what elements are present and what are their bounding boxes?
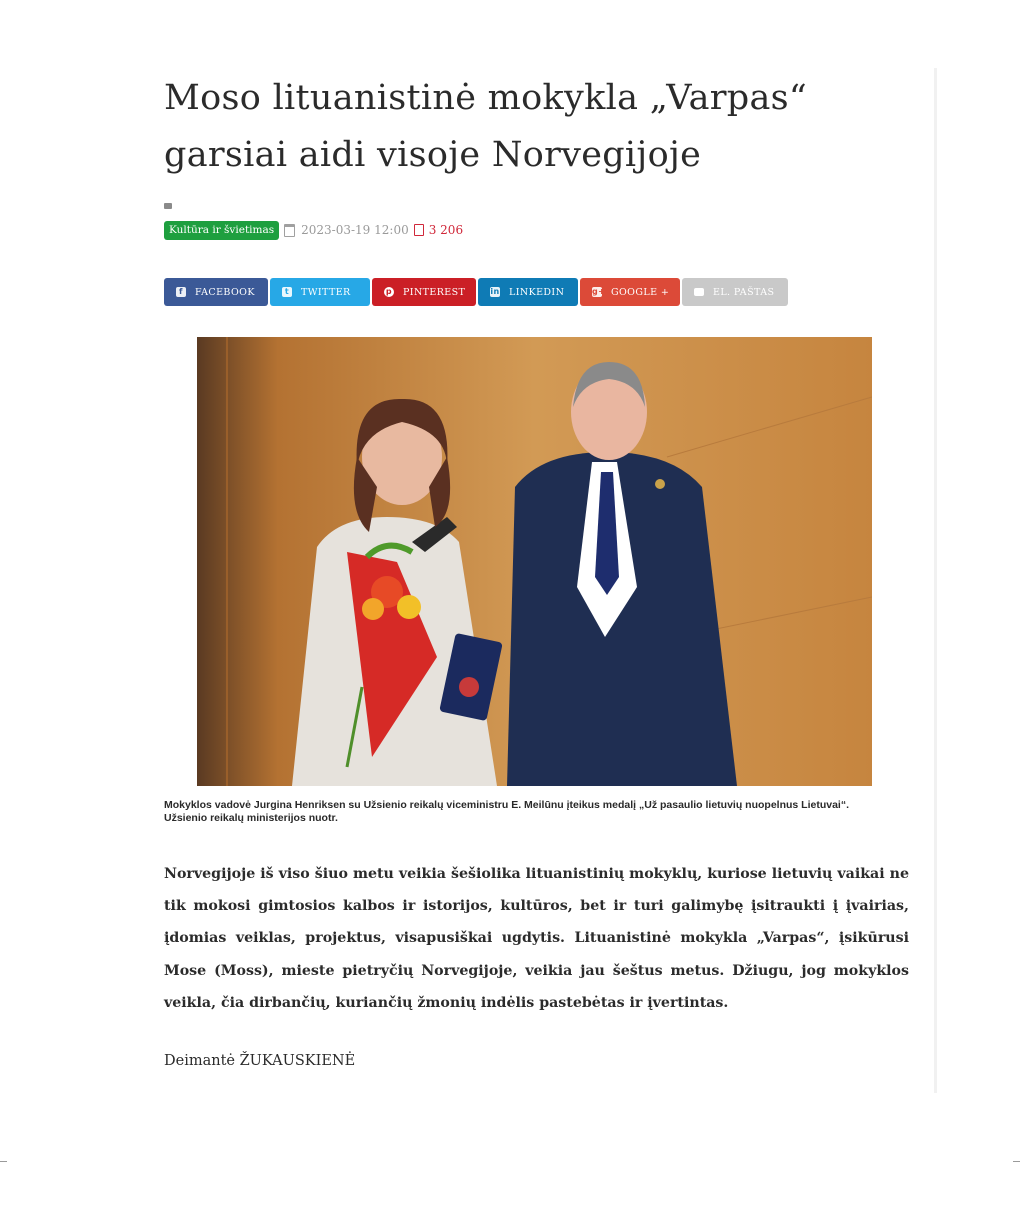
article-photo-illustration (197, 337, 872, 786)
content-divider (934, 68, 937, 1093)
page-edge-mark-right (1013, 1161, 1020, 1162)
pinterest-icon: p (385, 287, 393, 296)
share-google-label: GOOGLE + (611, 286, 670, 298)
share-facebook-label: FACEBOOK (195, 286, 255, 298)
share-pinterest-label: PINTEREST (403, 286, 466, 298)
view-count: 3 206 (428, 223, 464, 237)
document-icon (414, 224, 424, 236)
page-edge-mark-left (0, 1161, 7, 1162)
share-email-label: EL. PAŠTAS (713, 286, 775, 298)
share-pinterest-button[interactable] (372, 278, 476, 306)
share-email-button[interactable] (682, 278, 788, 306)
photo-caption: Mokyklos vadovė Jurgina Henriksen su Užsienio reikalų viceministru E. Meilūnu įteikus medalį „Už pasaulio lietuvių nuopelnus Lietuvai“. Užsienio reikalų ministerijos nuotr. (164, 799, 850, 824)
google-plus-icon: g+ (592, 287, 606, 296)
envelope-icon[interactable] (164, 203, 172, 209)
envelope-icon (694, 288, 704, 296)
article-meta (164, 220, 463, 240)
share-facebook-button[interactable] (164, 278, 268, 306)
share-twitter-label: TWITTER (301, 286, 351, 298)
share-google-button[interactable] (580, 278, 680, 306)
facebook-icon: f (176, 287, 186, 297)
article-lead: Norvegijoje iš viso šiuo metu veikia šešiolika lituanistinių mokyklų, kuriose lietuvių vaikai ne tik mokosi gimtosios kalbos ir istorijos, kultūros, bet ir turi galimybę įsitraukti į įvairias, įdomias veiklas, projektus, visapusiškai ugdytis. Lituanistinė mokykla „Varpas“, įsikūrusi Mose (Moss), mieste pietryčių Norvegijoje, veikia jau šeštus metus. Džiugu, jog mokyklos veikla, čia dirbančių, kuriančių žmonių indėlis pastebėtas ir įvertintas. (164, 866, 909, 1011)
linkedin-icon: in (490, 287, 500, 296)
calendar-icon (284, 224, 295, 237)
category-badge[interactable]: Kultūra ir švietimas (164, 221, 279, 240)
article-author: Deimantė ŽUKAUSKIENĖ (164, 1053, 356, 1069)
share-linkedin-button[interactable] (478, 278, 578, 306)
article-title: Moso lituanistinė mokykla „Varpas“ garsiai aidi visoje Norvegijoje (164, 78, 808, 175)
publish-date: 2023-03-19 12:00 (301, 223, 409, 237)
share-bar (164, 278, 788, 306)
share-twitter-button[interactable] (270, 278, 370, 306)
twitter-icon: t (282, 287, 292, 297)
share-linkedin-label: LINKEDIN (509, 286, 565, 298)
article-photo[interactable] (197, 337, 872, 786)
